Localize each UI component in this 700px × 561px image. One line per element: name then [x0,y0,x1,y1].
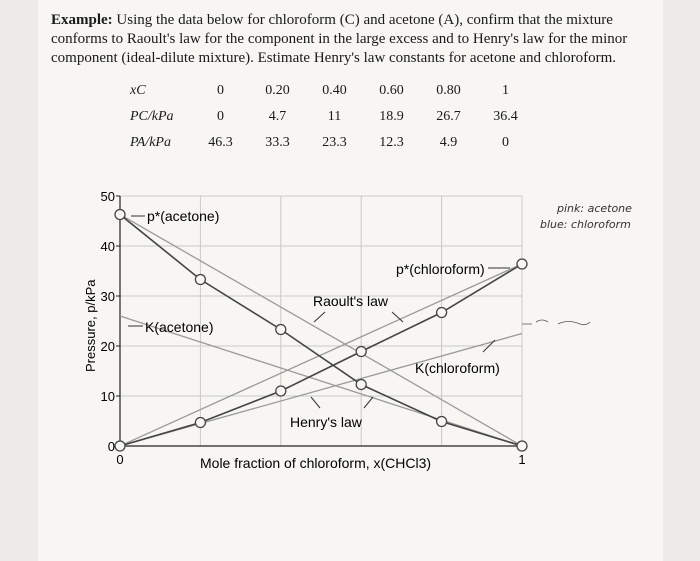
table-cell: 0 [502,135,509,150]
problem-text: Using the data below for chloroform (C) and acetone (A), confirm that the mixture conforms to Raoult's law for the component in the large excess and to Henry's law for the minor component (ideal-dilute mixture). Estimate Henry's law constants for acetone and chloroform. [51,12,628,66]
table-cell: 18.9 [379,109,404,124]
point-chloroform [517,259,527,269]
label-raoult: Raoult's law [313,293,389,309]
table-cell: 11 [327,109,342,124]
table-cell: 23.3 [322,135,347,150]
table-cell: 12.3 [379,135,404,150]
y-axis-label: Pressure, p/kPa [83,279,98,372]
label-k-acetone: K(acetone) [145,319,214,335]
table-cell: 0.40 [322,83,347,98]
note-blue-chloroform: blue: chloroform [540,218,631,231]
point-acetone [195,275,205,285]
table-cell: 4.7 [268,109,287,124]
table-cell: 0.80 [436,83,461,98]
point-acetone [437,417,447,427]
point-acetone [115,210,125,220]
point-chloroform [276,386,286,396]
point-chloroform [115,441,125,451]
label-acetone-curve: p*(acetone) [147,208,220,224]
point-chloroform [356,347,366,357]
leader-raoult-1 [314,312,325,322]
point-acetone [356,380,366,390]
point-chloroform [195,418,205,428]
point-chloroform [437,308,447,318]
y-tick-label: 20 [100,339,115,354]
label-henry: Henry's law [290,414,362,430]
table-cell: 0 [217,109,224,124]
table-cell: 4.9 [439,135,458,150]
example-label: Example: [51,12,113,28]
y-tick-label: 30 [100,289,115,304]
point-acetone [276,325,286,335]
row-label: xC [130,83,146,98]
y-tick-label: 0 [107,439,115,454]
table-cell: 1 [502,83,509,98]
table-cell: 26.7 [436,109,461,124]
label-k-chloroform: K(chloroform) [415,360,500,376]
table-cell: 0 [217,83,224,98]
row-label: PA/kPa [130,135,171,150]
table-cell: 33.3 [265,135,290,150]
y-tick-label: 50 [100,189,115,204]
handwritten-scribble [522,320,590,325]
leader-henry-2 [364,397,373,408]
x-tick-label: 0 [116,452,124,467]
y-tick-label: 10 [100,389,115,404]
y-tick-label: 40 [100,239,115,254]
leader-henry-1 [311,397,320,408]
x-tick-label: 1 [518,452,526,467]
point-acetone [517,441,527,451]
row-label: PC/kPa [130,109,174,124]
note-pink-acetone: pink: acetone [557,202,632,215]
table-cell: 36.4 [493,109,518,124]
table-cell: 0.20 [265,83,290,98]
table-cell: 0.60 [379,83,404,98]
table-cell: 46.3 [208,135,233,150]
x-axis-label: Mole fraction of chloroform, x(CHCl3) [200,455,432,471]
label-chloroform-curve: p*(chloroform) [396,261,485,277]
